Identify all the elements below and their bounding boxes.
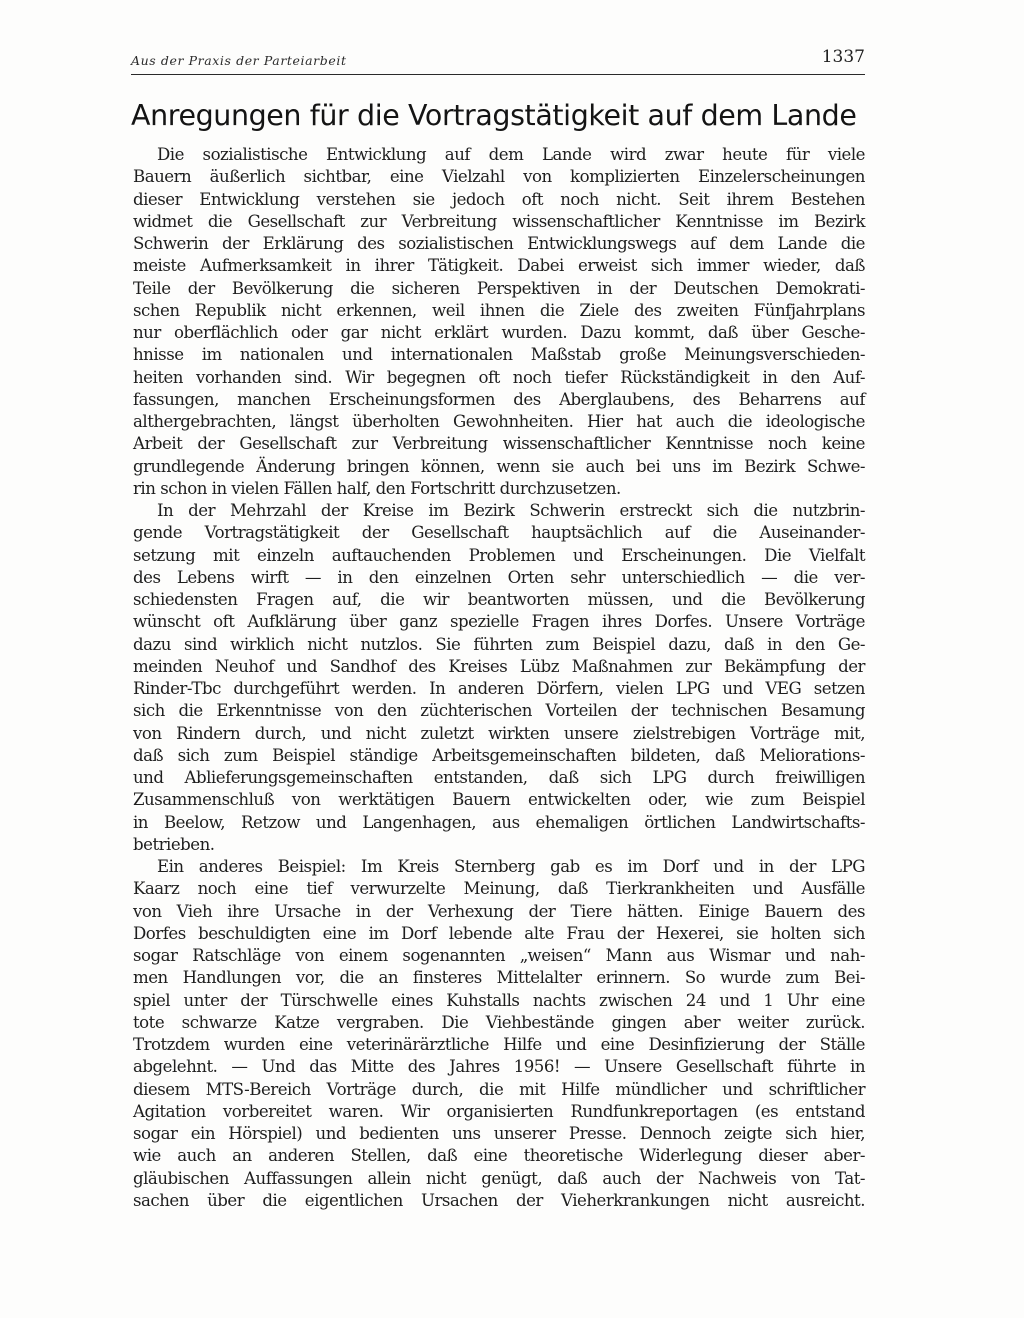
text-line: wünscht oft Aufklärung über ganz spezielle Fragen ihres Dorfes. Unsere Vorträge (133, 612, 865, 632)
text-line: fassungen, manchen Erscheinungsformen des Aberglaubens, des Beharrens auf (133, 389, 865, 409)
text-line: Trotzdem wurden eine veterinärärztliche Hilfe und eine Desinfizierung der Ställe (133, 1035, 865, 1054)
text-line: schiedensten Fragen auf, die wir beantworten müssen, und die Bevölkerung (133, 590, 865, 609)
article-title: Anregungen für die Vortragstätigkeit auf dem Lande (131, 99, 857, 132)
text-line: von Vieh ihre Ursache in der Verhexung der Tiere hätten. Einige Bauern des (133, 901, 865, 921)
text-line: Kaarz noch eine tief verwurzelte Meinung, daß Tierkrankheiten und Ausfälle (133, 879, 865, 899)
text-line: nur oberflächlich oder gar nicht erklärt wurden. Dazu kommt, daß über Gesche- (133, 323, 865, 342)
text-line: sogar ein Hörspiel) und bedienten uns unserer Presse. Dennoch zeigte sich hier, (133, 1124, 865, 1143)
text-line: heiten vorhanden sind. Wir begegnen oft noch tiefer Rückständigkeit in den Auf- (133, 367, 865, 387)
text-line: meinden Neuhof und Sandhof des Kreises Lübz Maßnahmen zur Bekämpfung der (133, 656, 865, 676)
text-line: spiel unter der Türschwelle eines Kuhstalls nachts zwischen 24 und 1 Uhr eine (133, 990, 865, 1010)
text-line: daß sich zum Beispiel ständige Arbeitsgemeinschaften bildeten, daß Meliorations- (133, 745, 865, 765)
text-line: Arbeit der Gesellschaft zur Verbreitung wissenschaftlicher Kenntnisse noch keine (133, 434, 865, 454)
text-line: Agitation vorbereitet waren. Wir organisierten Rundfunkreportagen (es entstand (133, 1101, 865, 1121)
text-line: Teile der Bevölkerung die sicheren Perspektiven in der Deutschen Demokrati- (133, 278, 865, 298)
text-line: diesem MTS-Bereich Vorträge durch, die mit Hilfe mündlicher und schriftlicher (133, 1079, 865, 1099)
text-line: von Rindern durch, und nicht zuletzt wirkten unsere zielstrebigen Vorträge mit, (133, 723, 865, 743)
text-line: rin schon in vielen Fällen half, den Fortschritt durchzusetzen. (133, 478, 621, 498)
text-line: dieser Entwicklung verstehen sie jedoch oft noch nicht. Seit ihrem Bestehen (133, 189, 865, 209)
text-line: in Beelow, Retzow und Langenhagen, aus ehemaligen örtlichen Landwirtschafts- (133, 812, 865, 832)
text-line: betrieben. (133, 834, 215, 854)
text-line: Bauern äußerlich sichtbar, eine Vielzahl von komplizierten Einzelerscheinungen (133, 167, 865, 187)
text-line: Zusammenschluß von werktätigen Bauern entwickelten oder, wie zum Beispiel (133, 790, 865, 810)
text-line: Schwerin der Erklärung des sozialistischen Entwicklungswegs auf dem Lande die (133, 234, 865, 253)
text-line: hnisse im nationalen und internationalen Maßstab große Meinungsverschieden- (133, 345, 865, 365)
text-line: Ein anderes Beispiel: Im Kreis Sternberg gab es im Dorf und in der LPG (157, 857, 865, 876)
text-line: Rinder-Tbc durchgeführt werden. In anderen Dörfern, vielen LPG und VEG setzen (133, 679, 865, 698)
text-line: sich die Erkenntnisse von den züchterischen Vorteilen der technischen Besamung (133, 701, 865, 721)
text-line: meiste Aufmerksamkeit in ihrer Tätigkeit. Dabei erweist sich immer wieder, daß (133, 256, 865, 276)
text-line: Die sozialistische Entwicklung auf dem Lande wird zwar heute für viele (157, 145, 865, 164)
text-line: gende Vortragstätigkeit der Gesellschaft hauptsächlich auf die Auseinander- (133, 523, 865, 543)
text-line: men Handlungen vor, die an finsteres Mittelalter erinnern. So wurde zum Bei- (133, 968, 865, 988)
running-header (131, 47, 865, 75)
text-line: abgelehnt. — Und das Mitte des Jahres 1956! — Unsere Gesellschaft führte in (133, 1057, 865, 1077)
text-line: setzung mit einzeln auftauchenden Problemen und Erscheinungen. Die Vielfalt (133, 545, 865, 565)
text-line: Dorfes beschuldigten eine im Dorf lebende alte Frau der Hexerei, sie holten sich (133, 923, 865, 943)
text-line: des Lebens wirft — in den einzelnen Orten sehr unterschiedlich — die ver- (133, 567, 865, 587)
text-line: sogar Ratschläge von einem sogenannten „weisen“ Mann aus Wismar und nah- (133, 946, 865, 965)
text-line: wie auch an anderen Stellen, daß eine theoretische Widerlegung dieser aber- (133, 1146, 865, 1166)
text-line: In der Mehrzahl der Kreise im Bezirk Schwerin erstreckt sich die nutzbrin- (157, 501, 865, 520)
text-line: schen Republik nicht erkennen, weil ihnen die Ziele des zweiten Fünfjahrplans (133, 300, 865, 320)
text-line: althergebrachten, längst überholten Gewohnheiten. Hier hat auch die ideologische (133, 412, 865, 431)
text-line: widmet die Gesellschaft zur Verbreitung wissenschaftlicher Kenntnisse im Bezirk (133, 211, 865, 231)
text-line: dazu sind wirklich nicht nutzlos. Sie führten zum Beispiel dazu, daß in den Ge- (133, 634, 865, 654)
running-head-text: Aus der Praxis der Parteiarbeit (131, 53, 347, 68)
text-line: grundlegende Änderung bringen können, wenn sie auch bei uns im Bezirk Schwe- (133, 456, 865, 476)
text-line: gläubischen Auffassungen allein nicht genügt, daß auch der Nachweis von Tat- (133, 1168, 865, 1188)
text-line: sachen über die eigentlichen Ursachen der Vieherkrankungen nicht ausreicht. (133, 1190, 865, 1210)
text-line: tote schwarze Katze vergraben. Die Viehbestände gingen aber weiter zurück. (133, 1012, 865, 1032)
article-body (133, 144, 865, 1212)
text-line: und Ablieferungsgemeinschaften entstanden, daß sich LPG durch freiwilligen (133, 768, 865, 787)
page-number: 1337 (821, 47, 865, 67)
